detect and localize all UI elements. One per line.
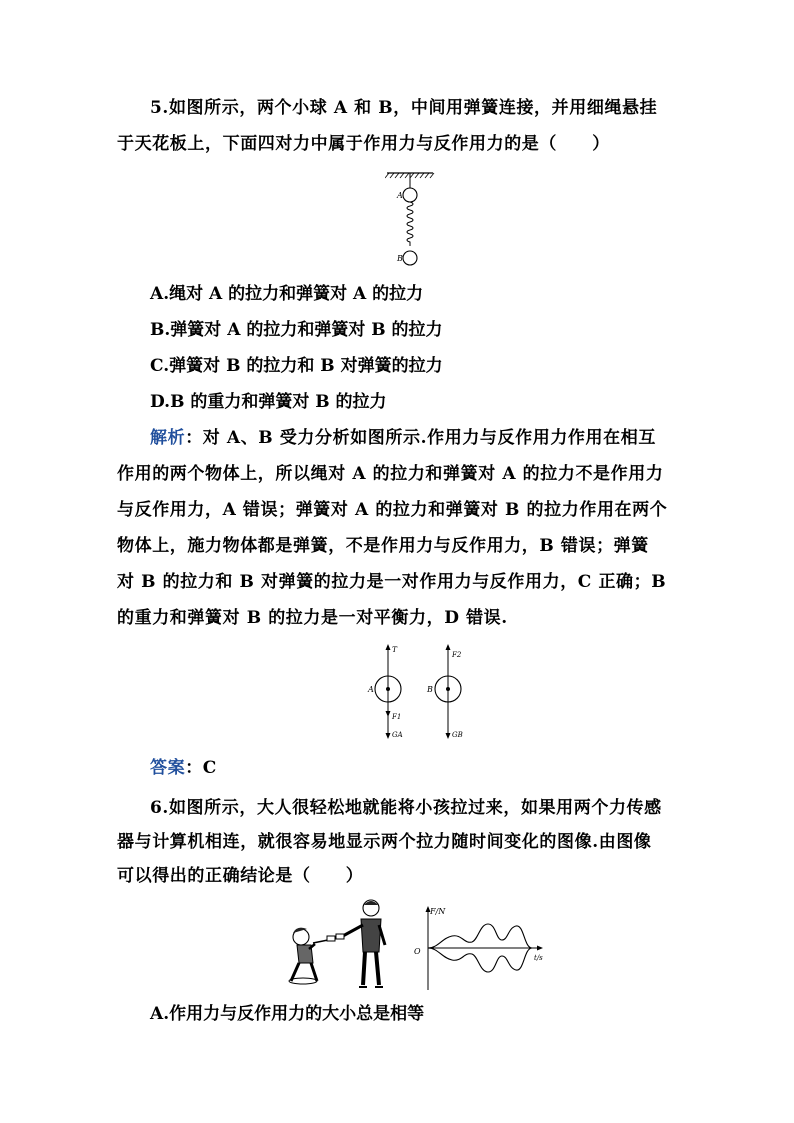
q5-option-d: D.B 的重力和弹簧对 B 的拉力: [150, 392, 387, 412]
label-force-b: B: [427, 685, 433, 694]
q5-option-c: C.弹簧对 B 的拉力和 B 对弹簧的拉力: [150, 356, 443, 376]
graph-ylabel: F/N: [430, 907, 446, 916]
analysis-line-3: 与反作用力，A 错误；弹簧对 A 的拉力和弹簧对 B 的拉力作用在两个: [117, 500, 668, 520]
q5-option-a: A.绳对 A 的拉力和弹簧对 A 的拉力: [150, 284, 424, 304]
label-gb: GB: [452, 731, 463, 739]
label-f1: F1: [392, 713, 402, 721]
label-f2: F2: [452, 651, 462, 659]
answer-line: [150, 756, 217, 780]
ball-a: [403, 188, 417, 202]
answer-value: ：C: [185, 758, 217, 778]
q6-line-1: 6.如图所示，大人很轻松地就能将小孩拉过来，如果用两个力传感: [150, 798, 662, 818]
analysis-line-6: 的重力和弹簧对 B 的拉力是一对平衡力，D 错误.: [117, 608, 508, 628]
label-b: B: [397, 254, 403, 263]
analysis-line-5: 对 B 的拉力和 B 对弹簧的拉力是一对作用力与反作用力，C 正确；B: [117, 572, 667, 592]
force-diagram: [360, 642, 480, 742]
label-force-a: A: [368, 685, 374, 694]
q5-line-1: 5.如图所示，两个小球 A 和 B，中间用弹簧连接，并用细绳悬挂: [150, 98, 658, 118]
lower-curve: [428, 948, 532, 972]
q6-option-a: A.作用力与反作用力的大小总是相等: [150, 1004, 425, 1024]
analysis-line-4: 物体上，施力物体都是弹簧，不是作用力与反作用力，B 错误；弹簧: [117, 536, 649, 556]
analysis-label: 解析: [150, 428, 186, 448]
label-t: T: [392, 645, 398, 654]
q6-line-3: 可以得出的正确结论是（ ）: [117, 866, 364, 886]
answer-label: 答案: [150, 758, 186, 778]
tug-illustration: [283, 897, 403, 992]
label-a: A: [397, 191, 403, 200]
q5-line-2: 于天花板上，下面四对力中属于作用力与反作用力的是（ ）: [117, 134, 610, 154]
force-time-graph: [410, 904, 550, 992]
label-ga: GA: [392, 731, 403, 739]
spring-figure: [385, 168, 435, 268]
upper-curve: [428, 924, 532, 948]
graph-xlabel: t/s: [534, 954, 543, 962]
q5-option-b: B.弹簧对 A 的拉力和弹簧对 B 的拉力: [150, 320, 443, 340]
ball-b: [403, 251, 417, 265]
q6-line-2: 器与计算机相连，就很容易地显示两个拉力随时间变化的图像.由图像: [117, 832, 652, 852]
analysis-line-1: 解析：对 A、B 受力分析如图所示.作用力与反作用力作用在相互: [150, 428, 656, 448]
analysis-line-2: 作用的两个物体上，所以绳对 A 的拉力和弹簧对 A 的拉力不是作用力: [117, 464, 664, 484]
graph-origin: O: [414, 947, 421, 956]
